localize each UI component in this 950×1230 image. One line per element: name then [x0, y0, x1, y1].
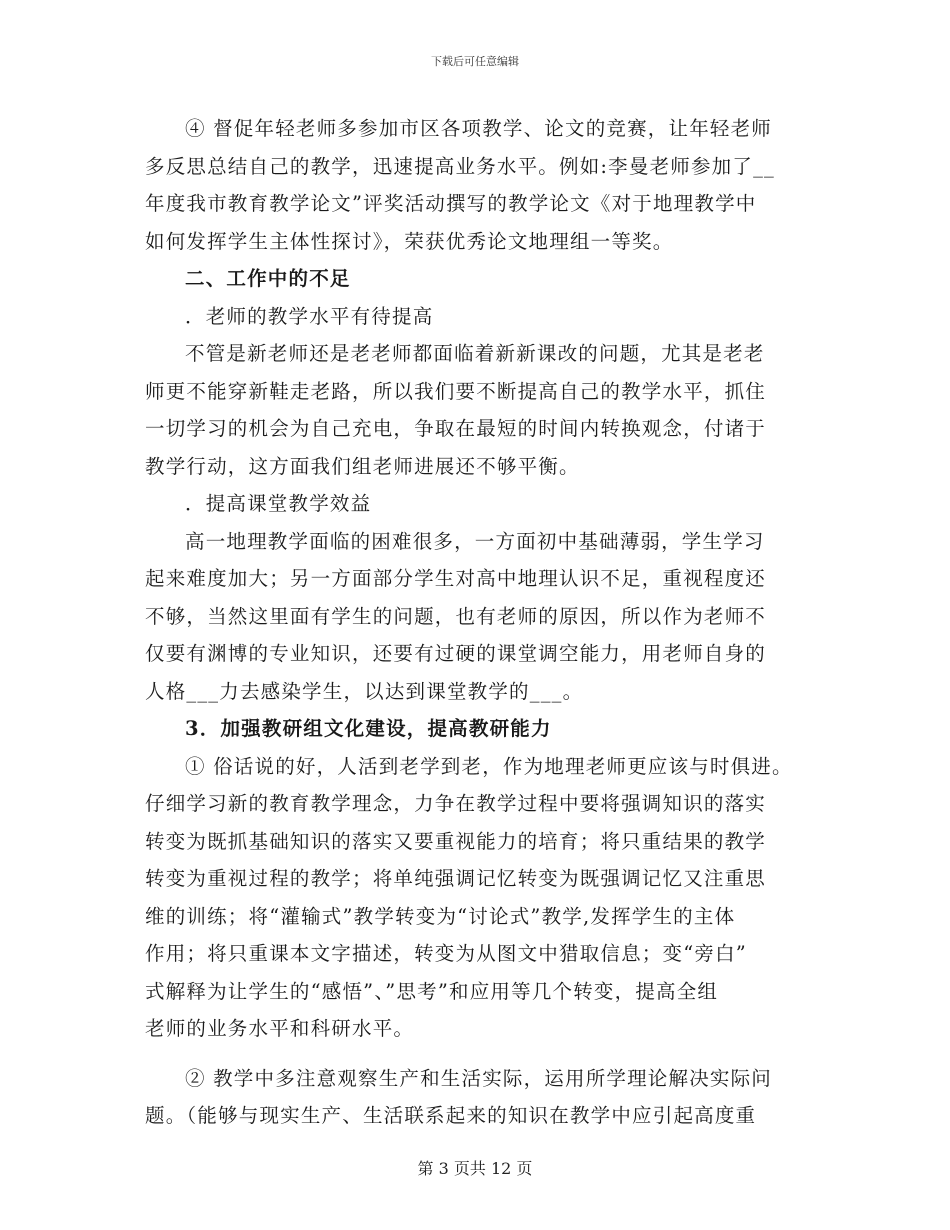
subsection-heading: ．老师的教学水平有待提高 [185, 304, 434, 328]
section-heading: 3．加强教研组文化建设，提高教研能力 [185, 717, 552, 740]
paragraph-line: 老师的业务水平和科研水平。 [145, 1017, 415, 1040]
paragraph-line: 维的训练；将“灌输式”教学转变为“讨论式”教学,发挥学生的主体 [145, 904, 736, 928]
paragraph-line: 仔细学习新的教育教学理念，力争在教学过程中要将强调知识的落实 [145, 792, 767, 815]
paragraph-line: 多反思总结自己的教学，迅速提高业务水平。例如:李曼老师参加了__ [145, 154, 775, 178]
paragraph-line: ② 教学中多注意观察生产和生活实际，运用所学理论解决实际问 [185, 1066, 772, 1090]
section-heading: 二、工作中的不足 [185, 267, 351, 290]
paragraph-line: 不管是新老师还是老老师都面临着新新课改的问题，尤其是老老 [185, 342, 765, 365]
paragraph-line: 高一地理教学面临的困难很多，一方面初中基础薄弱，学生学习 [185, 529, 765, 553]
paragraph-line: 年度我市教育教学论文”评奖活动撰写的教学论文《对于地理教学中 [145, 192, 757, 215]
paragraph-line: 起来难度加大；另一方面部分学生对高中地理认识不足，重视程度还 [145, 567, 767, 590]
paragraph-line: 如何发挥学生主体性探讨》，荣获优秀论文地理组一等奖。 [145, 229, 674, 253]
document-body [145, 110, 815, 1135]
page-footer: 第 3 页共 12 页 [417, 1159, 533, 1178]
paragraph-line: ④ 督促年轻老师多参加市区各项教学、论文的竞赛，让年轻老师 [185, 117, 772, 140]
page-header: 下载后可任意编辑 [431, 55, 519, 68]
paragraph-line: 转变为重视过程的教学；将单纯强调记忆转变为既强调记忆又注重思 [145, 867, 767, 890]
paragraph-line: 不够，当然这里面有学生的问题，也有老师的原因，所以作为老师不 [145, 604, 767, 628]
paragraph-line: 教学行动，这方面我们组老师进展还不够平衡。 [145, 454, 580, 478]
paragraph-line: ① 俗话说的好，人活到老学到老，作为地理老师更应该与时俱进。 [185, 754, 793, 778]
paragraph-line: 一切学习的机会为自己充电，争取在最短的时间内转换观念，付诸于 [145, 417, 767, 440]
paragraph-line: 作用；将只重课本文字描述，转变为从图文中猎取信息；变“旁白” [145, 942, 747, 965]
paragraph-line: 式解释为让学生的“感悟”、”思考”和应用等几个转变，提高全组 [145, 979, 719, 1003]
subsection-heading: ．提高课堂教学效益 [185, 492, 372, 515]
paragraph-line: 转变为既抓基础知识的落实又要重视能力的培育；将只重结果的教学 [145, 829, 767, 853]
paragraph-line: 人格___力去感染学生，以达到课堂教学的___。 [145, 679, 584, 703]
paragraph-line: 题。（能够与现实生产、生活联系起来的知识在教学中应引起高度重 [145, 1104, 757, 1127]
paragraph-line: 仅要有渊博的专业知识，还要有过硬的课堂调空能力，用老师自身的 [145, 642, 767, 665]
paragraph-line: 师更不能穿新鞋走老路，所以我们要不断提高自己的教学水平，抓住 [145, 379, 767, 403]
